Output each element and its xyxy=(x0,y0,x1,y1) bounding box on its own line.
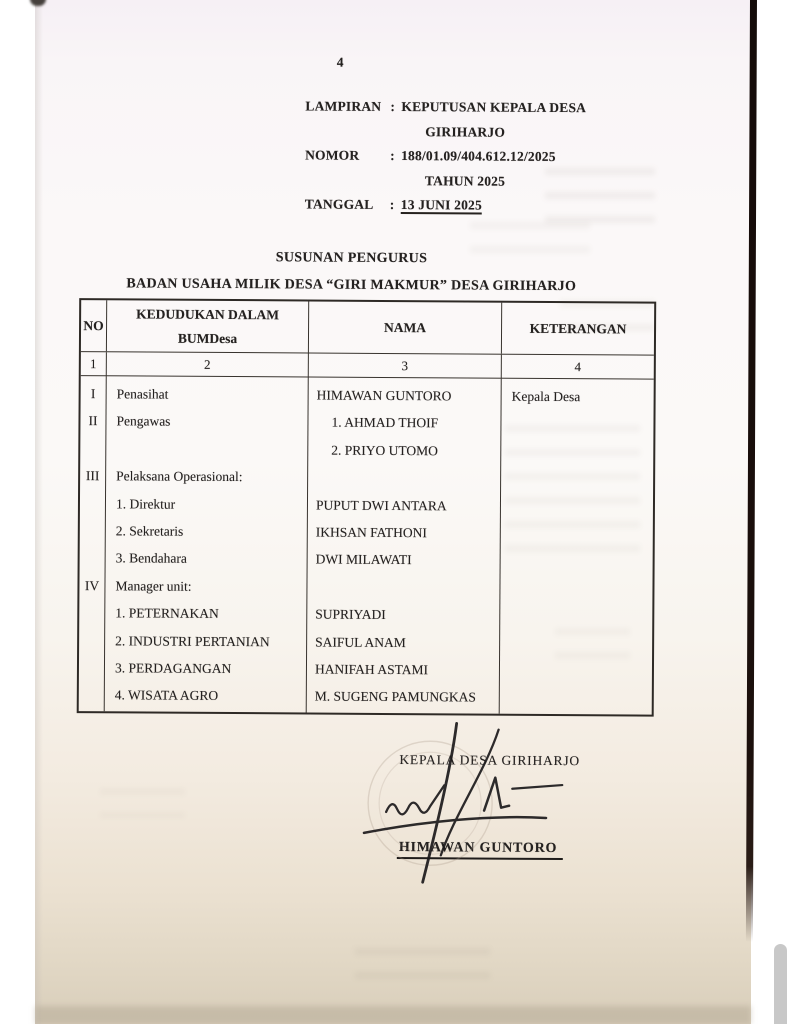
header-cell-nama: NAMA xyxy=(309,302,502,354)
header-cell-kedudukan: KEDUDUKAN DALAM BUMDesa xyxy=(107,300,309,352)
column-number-3: 3 xyxy=(309,354,502,379)
lampiran-label: LAMPIRAN xyxy=(305,98,382,114)
column-kedudukan: Penasihat Pengawas Pelaksana Operasional: 1. Direktur 2. Sekretaris 3. Bendahara Manager unit: 1. PETERNAKAN 2. INDUSTRI PERTANIAN 3. PERDAGANGAN 4. WISATA AGRO xyxy=(105,376,309,712)
nomor-value-line1: 188/01.09/404.612.12/2025 xyxy=(401,148,556,165)
lampiran-value-line1: KEPUTUSAN KEPALA DESA xyxy=(401,99,587,116)
table-header-row xyxy=(81,300,654,355)
header-row-tanggal: TANGGAL : 13 JUNI 2025 xyxy=(305,193,586,219)
page-number: 4 xyxy=(336,54,344,70)
signature-name: HIMAWAN GUNTORO xyxy=(397,840,563,860)
org-structure-table xyxy=(77,298,657,717)
column-number-1: 1 xyxy=(81,352,107,376)
column-nama: HIMAWAN GUNTORO 1. AHMAD THOIF 2. PRIYO UTOMO PUPUT DWI ANTARA IKHSAN FATHONI DWI MILAWATI SUPRIYADI SAIFUL ANAM HANIFAH ASTAMI M. SUGENG PAMUNGKAS xyxy=(307,378,502,714)
lampiran-value-line2: GIRIHARJO xyxy=(425,123,506,140)
scrollbar-thumb[interactable] xyxy=(774,944,787,1024)
nomor-label: NOMOR xyxy=(305,147,360,163)
tanggal-value: 13 JUNI 2025 xyxy=(400,197,483,213)
title-line1: SUSUNAN PENGURUS xyxy=(275,250,428,267)
signature-title: KEPALA DESA GIRIHARJO xyxy=(399,752,581,769)
title-line2: BADAN USAHA MILIK DESA “GIRI MAKMUR” DESA GIRIHARJO xyxy=(126,276,577,295)
column-number-4: 4 xyxy=(574,359,582,375)
tanggal-label: TANGGAL xyxy=(304,196,374,213)
header-cell-no: NO xyxy=(81,300,107,351)
column-number-2: 2 xyxy=(107,352,309,377)
column-keterangan: Kepala Desa xyxy=(511,388,581,405)
header-row-nomor: NOMOR : 188/01.09/404.612.12/2025 TAHUN 2025 xyxy=(305,144,586,195)
nomor-value-line2: TAHUN 2025 xyxy=(424,172,506,189)
document-title xyxy=(56,243,646,301)
header-row-lampiran: LAMPIRAN : KEPUTUSAN KEPALA DESA GIRIHARJO xyxy=(305,94,586,145)
document-header-block xyxy=(305,94,586,219)
table-body xyxy=(79,376,654,714)
column-no: I II III IV xyxy=(79,376,107,711)
column-number-row xyxy=(81,352,654,379)
header-cell-keterangan: KETERANGAN xyxy=(529,320,627,336)
